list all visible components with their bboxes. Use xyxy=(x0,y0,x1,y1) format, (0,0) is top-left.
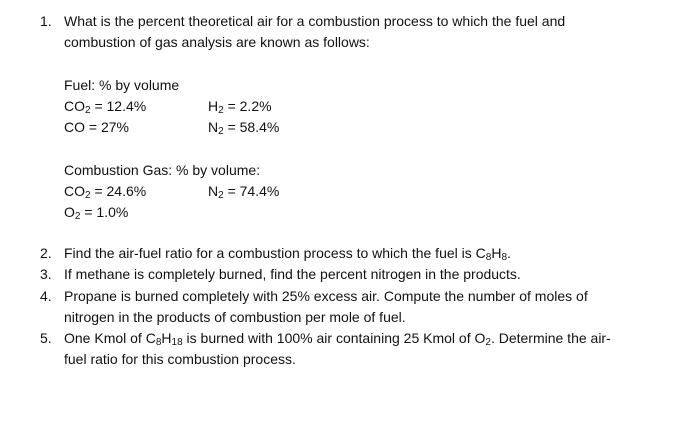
fuel-co2: $CO_2 = 12.4\%$ xyxy=(64,98,147,116)
question-5-line-1: One Kmol of $C_8H_{18}$ is burned with 100% air containing 25 Kmol of $O_2$. Determine the air- xyxy=(64,330,611,348)
question-4-line-1: Propane is burned completely with 25% excess air. Compute the number of moles of xyxy=(64,288,588,304)
gas-heading: Combustion Gas: % by volume: xyxy=(64,162,261,178)
question-3-number: 3. xyxy=(40,266,52,282)
question-4-number: 4. xyxy=(40,288,52,304)
gas-o2: $O_2 = 1.0\%$ xyxy=(64,204,129,222)
question-4-line-2: nitrogen in the products of combustion per mole of fuel. xyxy=(64,309,406,325)
gas-co2: $CO_2 = 24.6\%$ xyxy=(64,183,147,201)
question-2-number: 2. xyxy=(40,245,52,261)
question-3-text: If methane is completely burned, find the percent nitrogen in the products. xyxy=(64,266,521,282)
question-1-line-1: What is the percent theoretical air for a combustion process to which the fuel and xyxy=(64,13,566,29)
fuel-n2: $N_2 = 58.4\%$ xyxy=(208,119,280,137)
question-1-line-2: combustion of gas analysis are known as follows: xyxy=(64,34,370,50)
question-1-number: 1. xyxy=(40,13,52,29)
question-5-line-2: fuel ratio for this combustion process. xyxy=(64,351,296,367)
question-2-text: Find the air-fuel ratio for a combustion process to which the fuel is $C_8H_8$. xyxy=(64,245,511,263)
fuel-h2: $H_2 = 2.2\%$ xyxy=(208,98,272,116)
fuel-heading: Fuel: % by volume xyxy=(64,77,180,93)
fuel-co: CO = 27% xyxy=(64,119,129,135)
question-5-number: 5. xyxy=(40,330,52,346)
gas-n2: $N_2 = 74.4\%$ xyxy=(208,183,280,201)
